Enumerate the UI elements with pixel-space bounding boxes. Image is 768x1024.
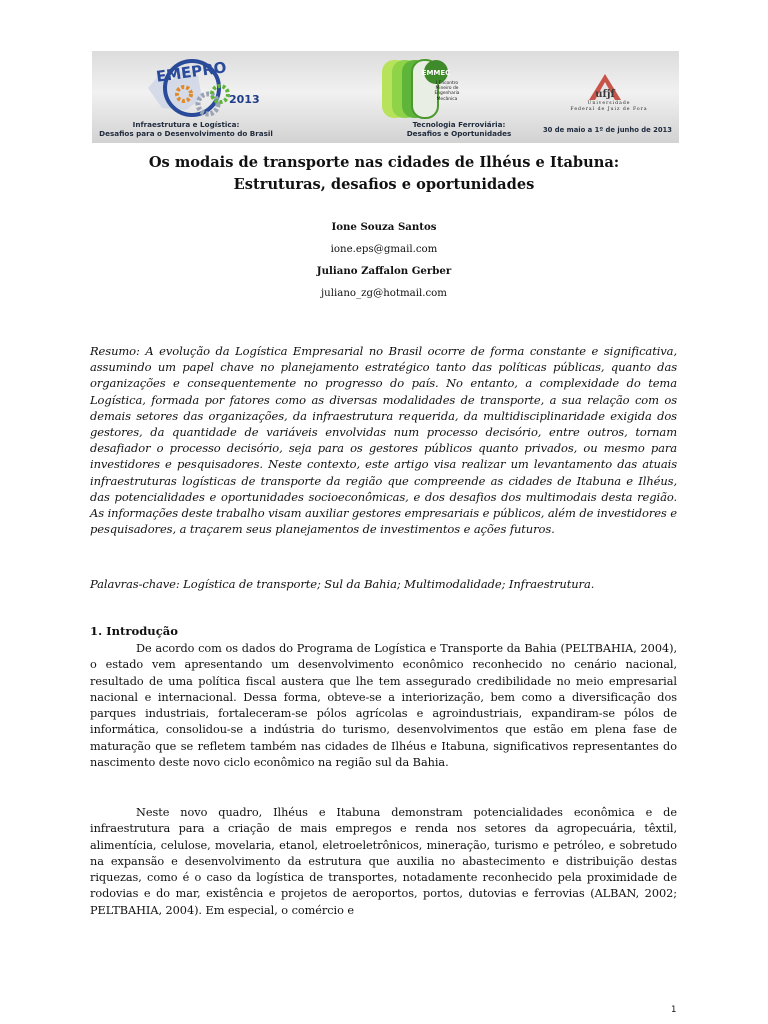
emepro-logo xyxy=(142,54,252,126)
emmec-subtitle-line: Engenharia xyxy=(434,91,460,97)
emmec-subtitle-line: I Encontro xyxy=(435,81,459,86)
emmec-logo-text: EMMEC xyxy=(421,69,451,77)
body-paragraph-1: De acordo com os dados do Programa de Logística e Transporte da Bahia (PELTBAHIA, 2004), o estado vem apresentando um desenvolvimento econômico reconhecido no cenário nacional, resultado de uma política fiscal austera que lhe tem assegurado credibilidade no meio empresarial nacional e internacional. Dessa forma, obteve-se a interiorização, bem como a diversificação dos parques industriais, fortaleceram-se pólos agrícolas e agroindustriais, expandiram-se pólos de informática, consolidou-se a indústria do turismo, desenvolvimentos que estão em plena fase de maturação que se refletem também nas cidades de Ilhéus e Itabuna, significativos representantes do nascimento deste novo ciclo econômico na região sul da Bahia. xyxy=(90,642,677,770)
body-paragraph-2: Neste novo quadro, Ilhéus e Itabuna demonstram potencialidades econômica e de infraestrutura para a criação de mais empregos e renda nos setores da agropecuária, têxtil, alimentícia, celulose, movelaria, etanol, eletroeletrônicos, mineração, turismo e petróleo, e sobretudo na expansão e desenvolvimento da estrutura que auxilia no abastecimento e distribuição destas riquezas, como é o caso da logística de transportes, notadamente reconhecido pela proximidade de rodovias e do mar, existência e projetos de aeroportos, portos, dutovias e ferrovias (ALBAN, 2002; PELTBAHIA, 2004). Em especial, o comércio e xyxy=(90,806,677,917)
title-line-2: Estruturas, desafios e oportunidades xyxy=(233,176,535,193)
author-email-2[interactable]: juliano_zg@hotmail.com xyxy=(321,288,447,299)
section-heading: 1. Introdução xyxy=(90,624,179,638)
paper-title xyxy=(90,152,678,196)
caption-left-line-1: Infraestrutura e Logística: xyxy=(132,120,240,129)
ufjf-logo xyxy=(585,70,625,102)
emmec-subtitle-line: Mineiro de xyxy=(435,86,459,92)
event-dates: 30 de maio a 1º de junho de 2013 xyxy=(542,126,673,134)
emmec-subtitle xyxy=(432,81,462,102)
caption-left-line-2: Desafios para o Desenvolvimento do Brasil xyxy=(99,128,273,138)
ufjf-name xyxy=(566,101,652,112)
caption-middle-line-2: Desafios e Oportunidades xyxy=(406,128,512,138)
author-email-1[interactable]: ione.eps@gmail.com xyxy=(330,244,438,255)
title-line-1: Os modais de transporte nas cidades de Ilhéus e Itabuna: xyxy=(148,154,620,171)
ufjf-name-line-2: Federal de Juiz de Fora xyxy=(570,106,648,112)
author-name-2: Juliano Zaffalon Gerber xyxy=(316,265,452,277)
ufjf-name-line-1: Universidade xyxy=(587,101,631,106)
emmec-subtitle-line: Mecânica xyxy=(436,96,458,102)
emepro-year: 2013 xyxy=(229,93,260,106)
keywords: Palavras-chave: Logística de transporte; Sul da Bahia; Multimodalidade; Infraestrutura. xyxy=(90,577,595,591)
page-number: 1 xyxy=(671,1005,677,1015)
abstract: Resumo: A evolução da Logística Empresarial no Brasil ocorre de forma constante e significativa, assumindo um papel chave no planejamento estratégico tanto das políticas públicas, quanto das organizações e consequentemente no progresso do país. No entanto, a complexidade do tema Logística, formada por fatores como as diversas modalidades de transporte, a sua relação com os demais setores das organizações, da infraestrutura requerida, da multidisciplinaridade exigida dos gestores, da quantidade de variáveis envolvidas num processo decisório, entre outros, tornam desafiador o processo decisório, seja para os gestores públicos quanto privados, ou mesmo para investidores e pesquisadores. Neste contexto, este artigo visa realizar um levantamento das atuais infraestruturas logísticas de transporte da região que compreende as cidades de Itabuna e Ilhéus, das potencialidades e oportunidades socioeconômicas, e dos desafios dos multimodais desta região. As informações deste trabalho visam auxiliar gestores empresariais e públicos, além de investidores e pesquisadores, a traçarem seus planejamentos de investimentos e ações futuros. xyxy=(90,344,677,537)
banner-caption-left xyxy=(96,121,276,138)
ufjf-logo-text: ufjf xyxy=(595,89,615,100)
emepro-logo-text: EMEPRO xyxy=(155,58,228,86)
banner-caption-middle xyxy=(394,121,524,138)
header-banner xyxy=(92,51,679,143)
author-name-1: Ione Souza Santos xyxy=(331,221,437,233)
caption-middle-line-1: Tecnologia Ferroviária: xyxy=(412,120,506,129)
